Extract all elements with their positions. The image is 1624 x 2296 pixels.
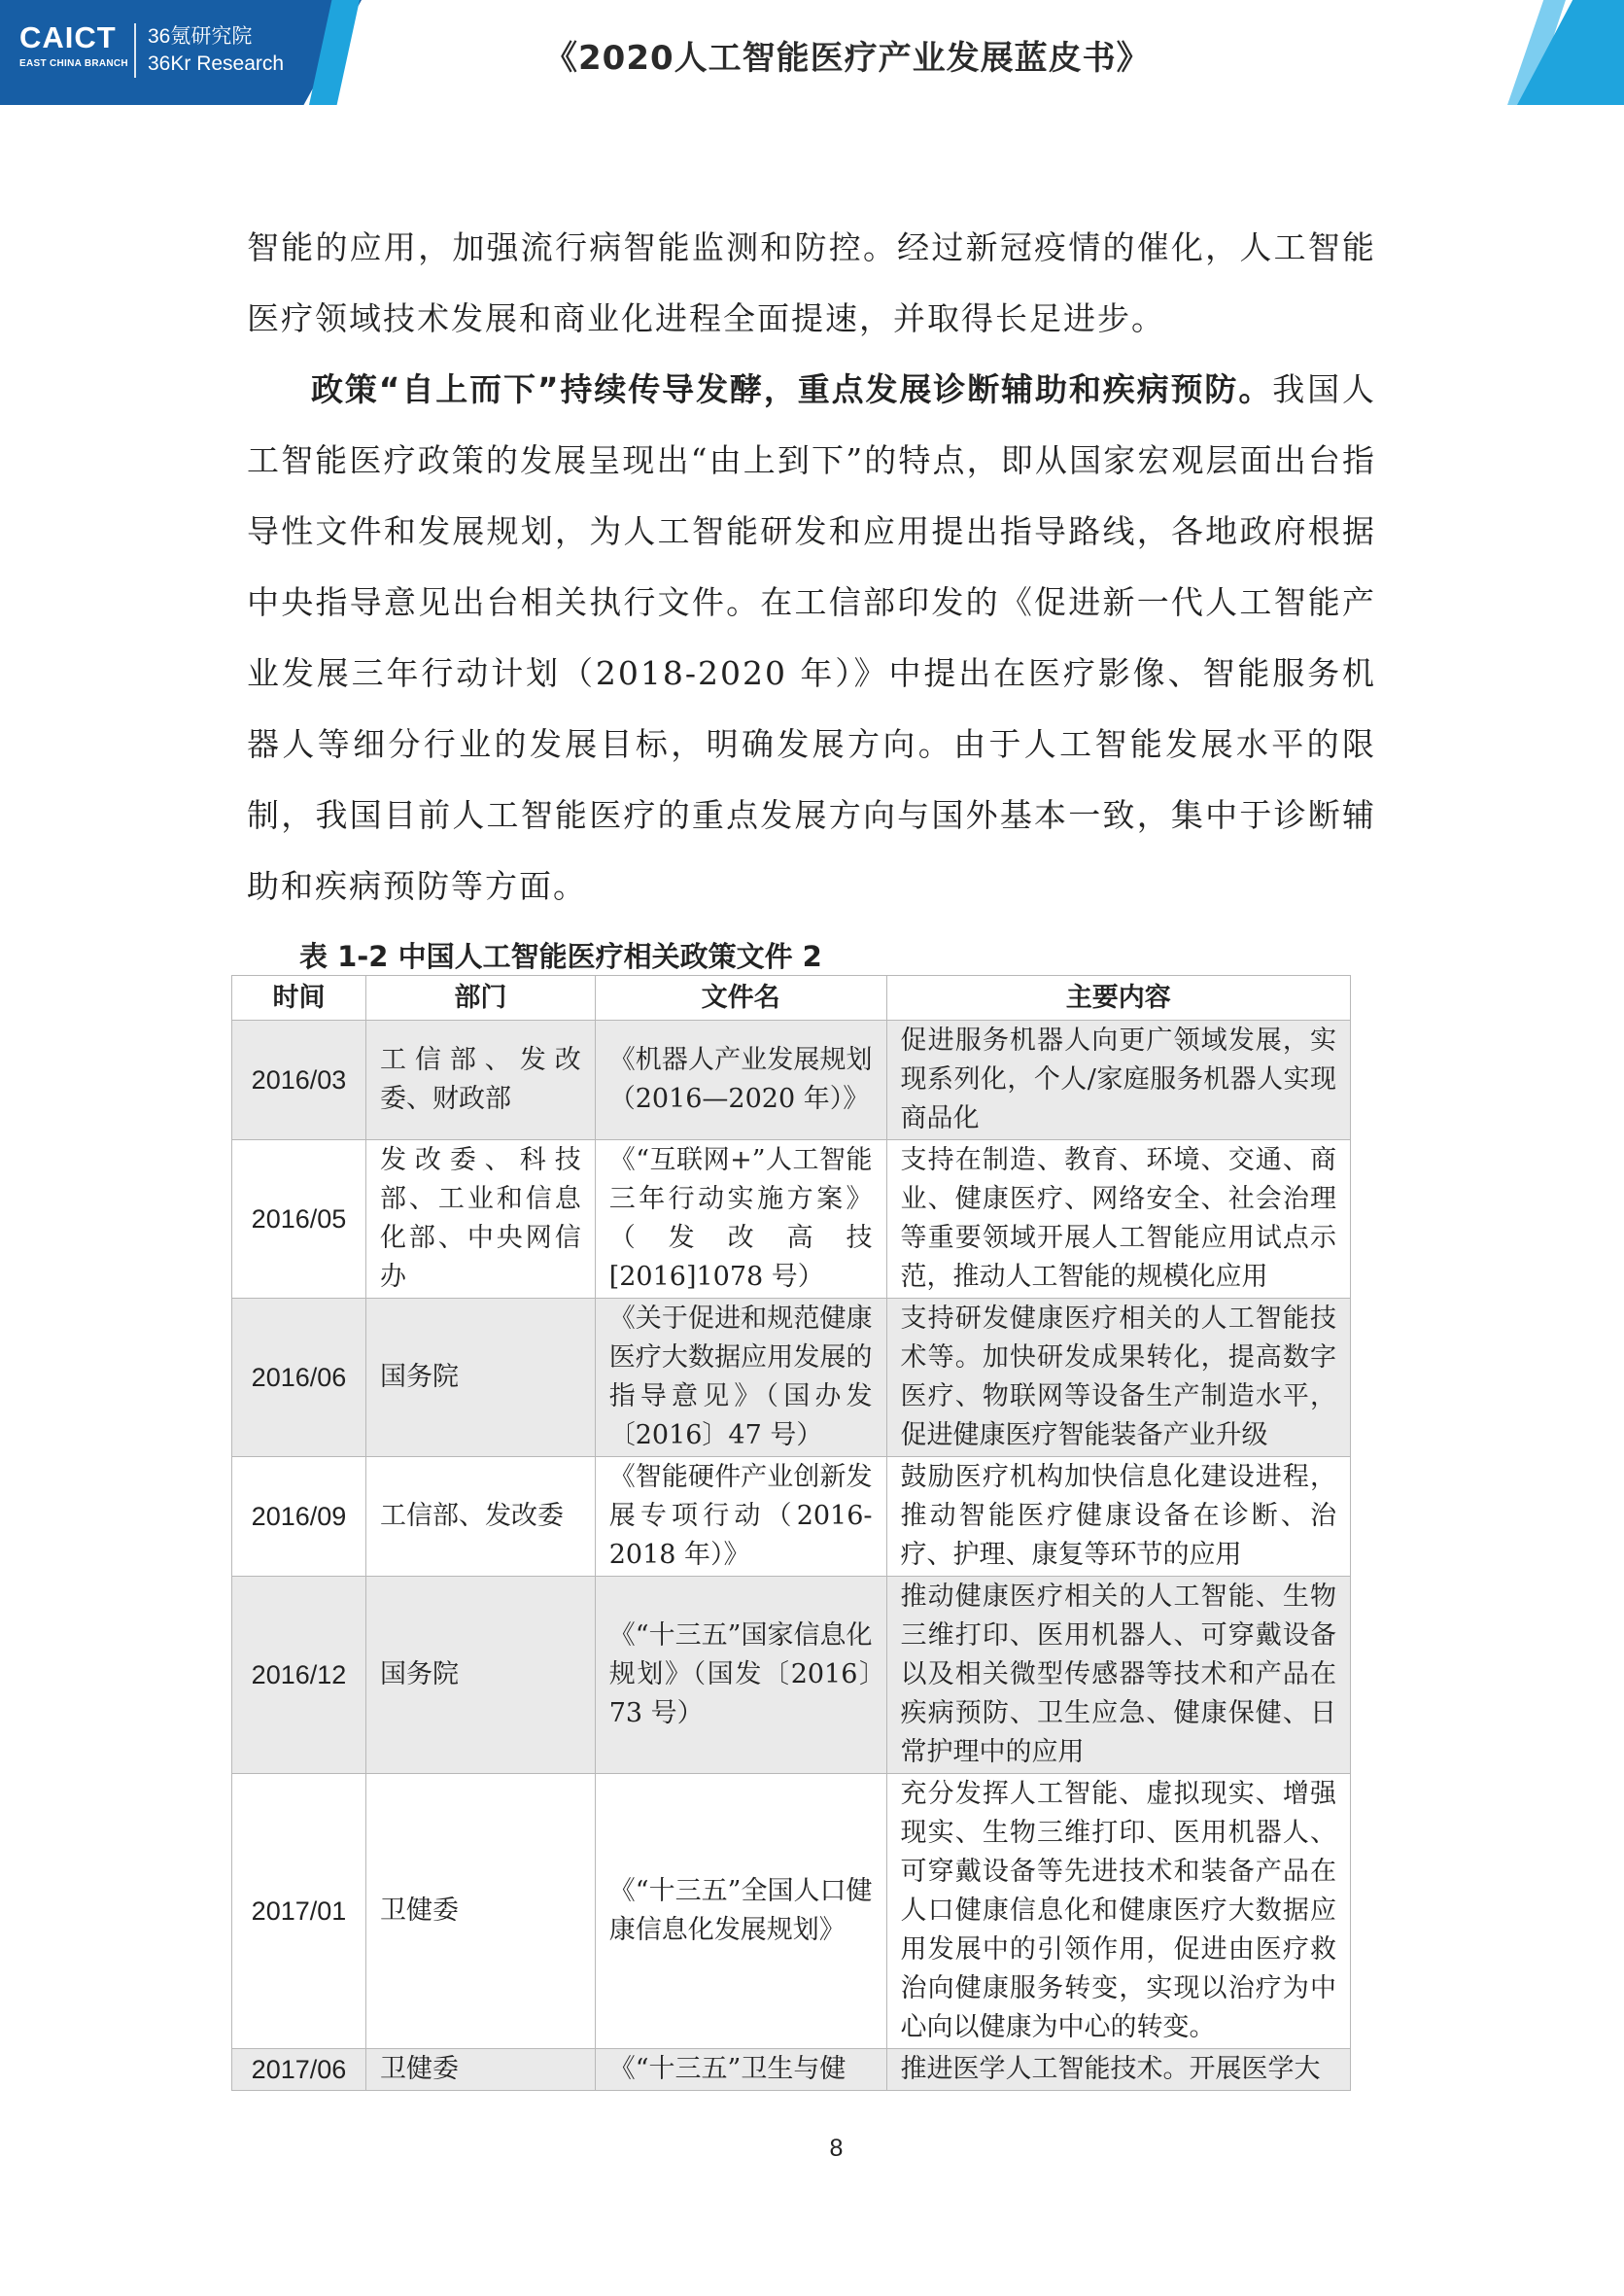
cell-time: 2016/09: [232, 1457, 366, 1577]
cell-dept: 工信部、发改委、财政部: [365, 1021, 595, 1140]
paragraph-2-lead: 政策“自上而下”持续传导发酵，重点发展诊断辅助和疾病预防。: [311, 370, 1273, 408]
brand-name-en: 36Kr Research: [148, 52, 285, 75]
cell-time: 2017/01: [232, 1774, 366, 2049]
cell-content: 支持在制造、教育、环境、交通、商业、健康医疗、网络安全、社会治理等重要领域开展人工智能应用试点示范，推动人工智能的规模化应用: [886, 1140, 1350, 1299]
paragraph-1: 智能的应用，加强流行病智能监测和防控。经过新冠疫情的催化，人工智能医疗领域技术发展和商业化进程全面提速，并取得长足进步。: [247, 228, 1376, 337]
brand-block: [148, 23, 284, 78]
cell-doc: 《智能硬件产业创新发展专项行动（2016-2018 年）》: [595, 1457, 886, 1577]
cell-content: 支持研发健康医疗相关的人工智能技术等。加快研发成果转化，提高数字医疗、物联网等设备生产制造水平，促进健康医疗智能装备产业升级: [886, 1299, 1350, 1457]
logo-sub-text: EAST CHINA BRANCH: [19, 58, 128, 69]
cell-content: 鼓励医疗机构加快信息化建设进程，推动智能医疗健康设备在诊断、治疗、护理、康复等环节的应用: [886, 1457, 1350, 1577]
table-row: [232, 1140, 1351, 1299]
header-dept: 部门: [365, 976, 595, 1021]
cell-time: 2017/06: [232, 2049, 366, 2091]
cell-content: 推动健康医疗相关的人工智能、生物三维打印、医用机器人、可穿戴设备以及相关微型传感器等技术和产品在疾病预防、卫生应急、健康保健、日常护理中的应用: [886, 1577, 1350, 1774]
cell-doc: 《“十三五”卫生与健: [595, 2049, 886, 2091]
brand-name-cn: 36氪研究院: [148, 25, 253, 48]
cell-doc: 《机器人产业发展规划（2016—2020 年）》: [595, 1021, 886, 1140]
header-doc: 文件名: [595, 976, 886, 1021]
body-text: [247, 212, 1376, 922]
cell-dept: 卫健委: [365, 1774, 595, 2049]
table-row: [232, 1577, 1351, 1774]
document-title: 《2020人工智能医疗产业发展蓝皮书》: [544, 39, 1151, 78]
page-header: [0, 0, 1624, 105]
cell-time: 2016/12: [232, 1577, 366, 1774]
cell-content: 推进医学人工智能技术。开展医学大: [886, 2049, 1350, 2091]
cell-dept: 国务院: [365, 1299, 595, 1457]
cell-doc: 《“十三五”国家信息化规划》（国发〔2016〕73 号）: [595, 1577, 886, 1774]
cell-dept: 发改委、科技部、工业和信息化部、中央网信办: [365, 1140, 595, 1299]
cell-doc: 《“互联网+”人工智能三年行动实施方案》（发改高技[2016]1078 号）: [595, 1140, 886, 1299]
paragraph-2: [247, 354, 1376, 922]
header-content: 主要内容: [886, 976, 1350, 1021]
table-row: [232, 1774, 1351, 2049]
table-row: [232, 2049, 1351, 2091]
table-header-row: [232, 976, 1351, 1021]
caict-logo: [19, 21, 128, 69]
header-time: 时间: [232, 976, 366, 1021]
table-row: [232, 1299, 1351, 1457]
logo-main-text: CAICT: [19, 20, 117, 54]
cell-content: 促进服务机器人向更广领域发展，实现系列化，个人/家庭服务机器人实现商品化: [886, 1021, 1350, 1140]
table-row: [232, 1021, 1351, 1140]
page-number: 8: [829, 2135, 844, 2162]
cell-time: 2016/05: [232, 1140, 366, 1299]
cell-time: 2016/06: [232, 1299, 366, 1457]
cell-dept: 卫健委: [365, 2049, 595, 2091]
policy-table: [231, 975, 1351, 2091]
table-caption: 表 1-2 中国人工智能医疗相关政策文件 2: [299, 940, 822, 973]
cell-dept: 国务院: [365, 1577, 595, 1774]
table-row: [232, 1457, 1351, 1577]
cell-time: 2016/03: [232, 1021, 366, 1140]
logo-divider: [134, 23, 136, 78]
cell-doc: 《关于促进和规范健康医疗大数据应用发展的指导意见》（国办发〔2016〕47 号）: [595, 1299, 886, 1457]
cell-doc: 《“十三五”全国人口健康信息化发展规划》: [595, 1774, 886, 2049]
cell-dept: 工信部、发改委: [365, 1457, 595, 1577]
paragraph-2-text: 我国人工智能医疗政策的发展呈现出“由上到下”的特点，即从国家宏观层面出台指导性文件和发展规划，为人工智能研发和应用提出指导路线，各地政府根据中央指导意见出台相关执行文件。在工信部印发的《促进新一代人工智能产业发展三年行动计划（2018-2020 年）》中提出在医疗影像、智能服务机器人等细分行业的发展目标，明确发展方向。由于人工智能发展水平的限制，我国目前人工智能医疗的重点发展方向与国外基本一致，集中于诊断辅助和疾病预防等方面。: [247, 370, 1376, 905]
cell-content: 充分发挥人工智能、虚拟现实、增强现实、生物三维打印、医用机器人、可穿戴设备等先进技术和装备产品在人口健康信息化和健康医疗大数据应用发展中的引领作用，促进由医疗救治向健康服务转变，实现以治疗为中心向以健康为中心的转变。: [886, 1774, 1350, 2049]
